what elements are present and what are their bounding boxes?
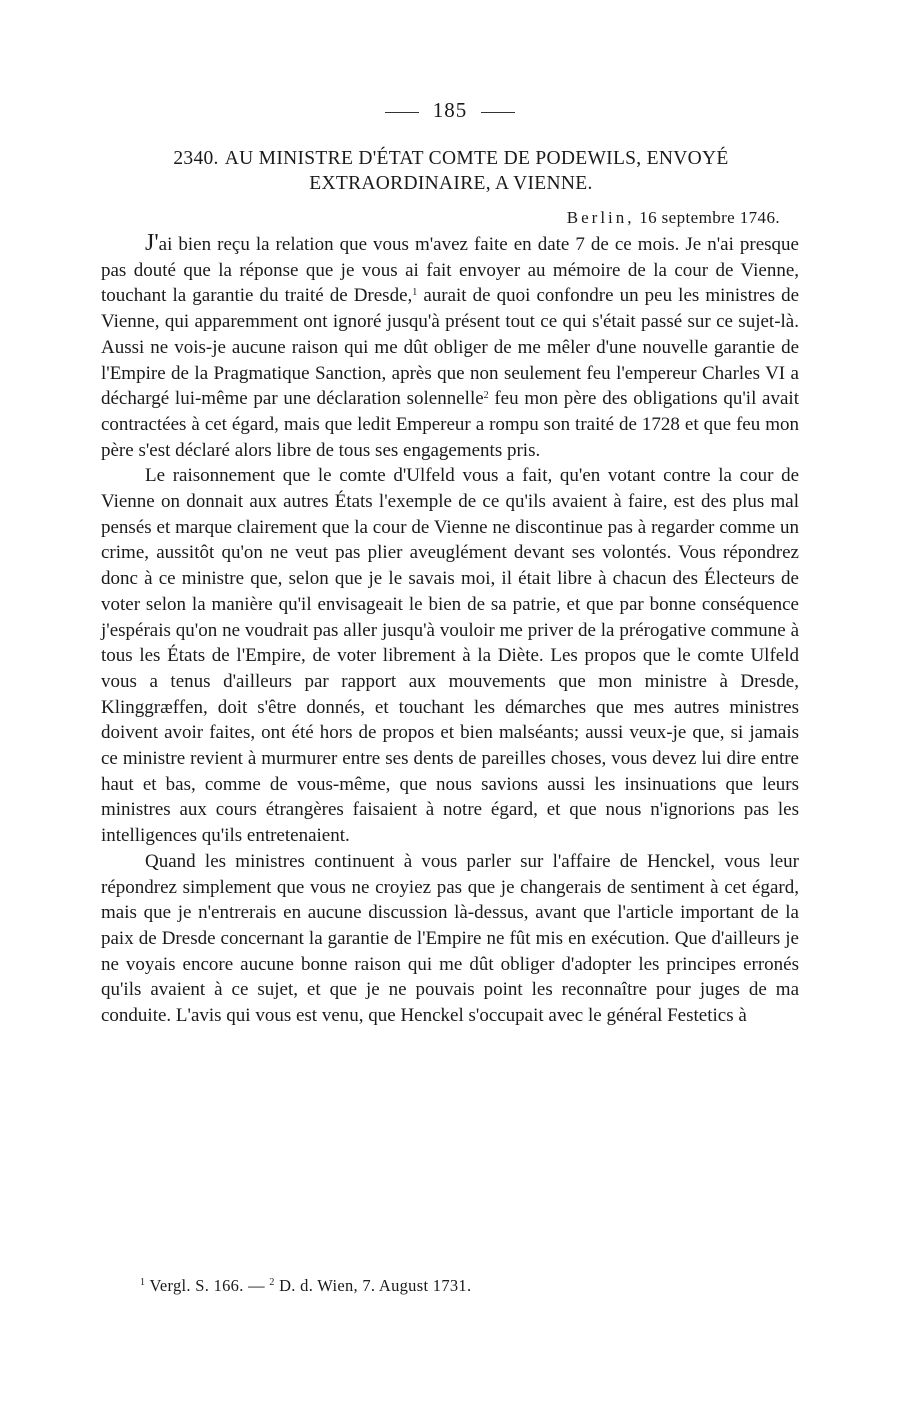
dateline-date: 16 septembre 1746. bbox=[639, 208, 780, 227]
footnotes bbox=[140, 1276, 800, 1296]
page-number-left-rule bbox=[385, 112, 419, 113]
footnote-ref-1: 1 bbox=[412, 287, 418, 299]
paragraph-1-part-1: J'ai bien reçu la relation que vous m'avez faite en date 7 de ce mois. Je n'ai presque pas douté que la réponse que je vous ai fait envoyer au mémoire de la cour de Vienne, touchant la garantie du traité de Dresde, bbox=[101, 230, 799, 307]
footnote-1-text: Vergl. S. 166. bbox=[149, 1276, 244, 1295]
letter-body bbox=[101, 231, 799, 1029]
footnote-ref-2: 2 bbox=[483, 390, 489, 402]
letter-title: AU MINISTRE D'ÉTAT COMTE DE PODEWILS, ENVOYÉ EXTRAORDINAIRE, A VIENNE. bbox=[224, 148, 729, 194]
footnote-2-marker: 2 bbox=[269, 1277, 275, 1288]
paragraph-1-part-2: aurait de quoi confondre un peu les ministres de Vienne, qui apparemment ont ignoré jusqu'à présent tout ce qui s'était passé sur ce sujet-là. Aussi ne vois-je aucune raison qui me dût obliger de me mêler d'une nouvelle garantie de l'Empire de la Pragmatique Sanction, après que non seulement feu l'empereur Charles VI a déchargé lui-même par une déclaration solennelle bbox=[101, 285, 800, 410]
page-number bbox=[0, 98, 900, 123]
letter-heading bbox=[102, 146, 800, 196]
page-number-value: 185 bbox=[432, 98, 468, 122]
paragraph-1 bbox=[101, 231, 799, 463]
page-number-right-rule bbox=[481, 112, 515, 113]
footnote-separator: — bbox=[248, 1276, 265, 1295]
dateline bbox=[567, 208, 780, 228]
paragraph-2: Le raisonnement que le comte d'Ulfeld vous a fait, qu'en votant contre la cour de Vienne on donnait aux autres États l'exemple de ce qu'ils avaient à faire, est des plus mal pensés et marque clairement que la cour de Vienne ne discontinue pas à regarder comme un crime, aussitôt qu'on ne veut pas plier aveuglément devant ses volontés. Vous répondrez donc à ce ministre que, selon que je le savais moi, il était libre à chacun des Électeurs de voter selon la manière qu'il envisageait le bien de sa patrie, et que par bonne conséquence j'espérais qu'on ne voudrait pas aller jusqu'à vouloir me priver de la prérogative commune à tous les États de l'Empire, de voter librement à la Diète. Les propos que le comte Ulfeld vous a tenus d'ailleurs par rapport aux mouvements que mon ministre à Dresde, Klinggræffen, doit s'être donnés, et touchant les démarches que mes autres ministres doivent avoir faites, ont été hors de propos et bien malséants; aussi veux-je que, si jamais ce ministre revient à murmurer entre ses dents de pareilles choses, vous devez lui dire entre haut et bas, comme de vous-même, que nous savions aussi les insinuations que leurs ministres aux cours étrangères faisaient à notre égard, et que nous n'ignorions pas les intelligences qu'ils entretenaient. bbox=[101, 465, 799, 847]
footnote-2-text: D. d. Wien, 7. August 1731. bbox=[279, 1276, 472, 1295]
letter-number: 2340. bbox=[173, 148, 219, 169]
footnote-1-marker: 1 bbox=[140, 1277, 146, 1288]
dateline-place: Berlin, bbox=[566, 208, 635, 227]
paragraph-1-part-3: feu mon père des obligations qu'il avait contractées à cet égard, mais que ledit Empereur a rompu son traité de 1728 et que feu mon père s'est déclaré alors libre de tous ses engagements pris. bbox=[101, 388, 799, 461]
paragraph-3: Quand les ministres continuent à vous parler sur l'affaire de Henckel, vous leur répondrez simplement que vous ne croyiez pas que je changerais de sentiment à cet égard, mais que je n'entrerais en aucune discussion là-dessus, avant que l'article important de la paix de Dresde concernant la garantie de l'Empire ne fût mis en exécution. Que d'ailleurs je ne voyais encore aucune bonne raison qui me dût obliger d'adopter les principes erronés qu'ils avaient à ce sujet, et que je ne pouvais point les reconnaître pour juges de ma conduite. L'avis qui vous est venu, que Henckel s'occupait avec le général Festetics à bbox=[101, 850, 799, 1027]
